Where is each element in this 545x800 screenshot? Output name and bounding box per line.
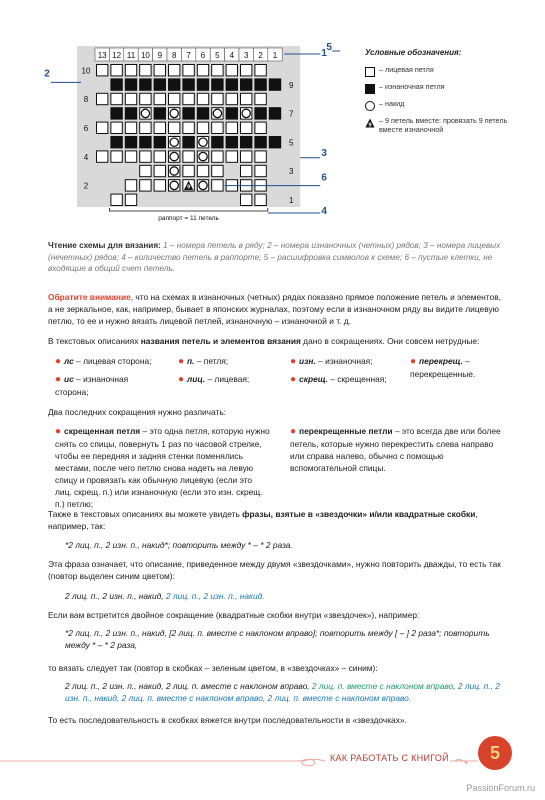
- definition-cabled-stitches: ● перекрещенные петли – это всегда две или более петель, которые нужно перекрестить слева направо или справа налево, обычно с помощью вспомогательной спицы.: [290, 426, 501, 474]
- knit-cell: [125, 122, 136, 133]
- purl-cell: [241, 137, 252, 148]
- triangle-9-icon: [365, 118, 375, 128]
- def-term: скрещенная петля: [64, 426, 141, 436]
- abbr-item: ● лс – лицевая сторона;: [55, 356, 152, 367]
- knit-cell: [97, 65, 108, 76]
- knit-cell: [212, 122, 223, 133]
- example-4-plain: 2 лиц. п., 2 изн. п., накид, 2 лиц. п. вместе с наклоном вправо,: [65, 681, 312, 691]
- abbr-intro: [48, 336, 503, 348]
- attention-paragraph: [48, 292, 503, 328]
- col-number: 13: [97, 51, 107, 60]
- purl-cell: [226, 79, 237, 90]
- knit-cell: [197, 165, 208, 176]
- purl-cell: [255, 79, 266, 90]
- explain-paragraph-3: то вязать следует так (повтор в скобках – зеленым цветом, в «звездочках» – синим):: [48, 663, 378, 673]
- knit-cell: [154, 151, 165, 162]
- abbr-item: ● ис – изнаночная сторона;: [55, 374, 129, 398]
- knitting-chart-svg: [44, 28, 350, 228]
- row-number-left: 2: [83, 181, 89, 191]
- p4-post: , например, так:: [48, 509, 478, 531]
- knit-cell: [154, 165, 165, 176]
- knitting-chart: [44, 28, 350, 228]
- chart-caption: [48, 240, 503, 275]
- def-text: – это всегда две или более петель, которые нужно перекрестить слева направо или справа налево, обычно с помощью вспомогательной спицы.: [290, 426, 501, 474]
- example-3: *2 лиц. п., 2 изн. п., накид, [2 лиц. п. вместе с наклоном вправо]; повторить между [ – ] 2 раза*; повторить между * – * 2 раза,: [65, 628, 490, 650]
- abbr-item: ● п. – петля;: [178, 356, 229, 367]
- knit-cell: [255, 165, 266, 176]
- abbr-text: – перекрещенные.: [410, 356, 476, 380]
- abbr-term: ис: [64, 374, 74, 384]
- row-number-left: 6: [83, 123, 89, 133]
- knit-cell: [97, 93, 108, 104]
- callout-number: 2: [44, 68, 50, 80]
- purl-cell: [241, 79, 252, 90]
- col-number: 12: [112, 51, 122, 60]
- footer-decoration: [0, 755, 545, 775]
- purl-cell: [255, 108, 266, 119]
- knit-cell: [169, 93, 180, 104]
- knit-cell: [154, 65, 165, 76]
- knit-cell: [255, 93, 266, 104]
- explain-paragraph-1: Эта фраза означает, что описание, приведенное между двумя «звездочками», нужно повторить дважды, то есть так (повтор выделен синим цветом):: [48, 559, 501, 581]
- knit-cell: [97, 151, 108, 162]
- purl-cell: [212, 79, 223, 90]
- callout-number: 3: [321, 147, 327, 159]
- knit-cell: [241, 194, 252, 205]
- abbr-term: перекрещ.: [419, 356, 463, 366]
- example-4-green: 2 лиц. п. вместе с наклоном вправо: [311, 681, 454, 691]
- knit-cell: [212, 65, 223, 76]
- knit-cell: [212, 180, 223, 191]
- row-number-right: 7: [288, 109, 294, 119]
- def-term: перекрещенные петли: [299, 426, 393, 436]
- knit-cell: [140, 151, 151, 162]
- knit-cell: [183, 165, 194, 176]
- legend-item-purl: [365, 83, 515, 94]
- purl-cell: [111, 108, 122, 119]
- knit-cell: [111, 194, 122, 205]
- knit-cell: [154, 122, 165, 133]
- knit-cell: [226, 122, 237, 133]
- purl-cell: [212, 137, 223, 148]
- callout-number: 4: [321, 206, 327, 217]
- attention-lead: Обратите внимание: [48, 292, 131, 302]
- knit-cell: [140, 180, 151, 191]
- knit-cell: [212, 165, 223, 176]
- knit-cell: [197, 122, 208, 133]
- page-number: 5: [478, 736, 512, 770]
- row-number-right: 3: [288, 167, 294, 177]
- watermark: PassionForum.ru: [466, 783, 535, 793]
- example-4: [65, 681, 505, 705]
- legend-item-nine-together: [365, 117, 515, 134]
- purl-cell: [197, 108, 208, 119]
- example-4-blue: 2 лиц. п., 2 изн. п., накид, 2 лиц. п. вместе с наклоном вправо, 2 лиц. п. вместе с наклоном вправо.: [65, 681, 500, 703]
- abbr-item: ● перекрещ. – перекрещенные.: [410, 356, 476, 380]
- col-number: 3: [243, 51, 249, 60]
- abbr-item: ● лиц. – лицевая;: [178, 374, 250, 385]
- abbr-intro-bold: названия петель и элементов вязания: [140, 336, 301, 346]
- repeat-label: раппорт = 11 петель: [158, 215, 219, 222]
- knit-cell: [125, 180, 136, 191]
- repeat-bracket: [109, 208, 267, 211]
- knit-cell: [183, 65, 194, 76]
- purl-cell: [154, 137, 165, 148]
- p4-pre: Также в текстовых описаниях вы можете увидеть: [48, 509, 243, 519]
- knit-cell: [183, 93, 194, 104]
- purl-cell: [226, 137, 237, 148]
- example-2: [65, 591, 505, 603]
- col-number: 2: [258, 51, 263, 60]
- explain-paragraph-2: Если вам встретится двойное сокращение (квадратные скобки внутри «звездочек»), например:: [48, 610, 420, 620]
- knit-cell: [169, 65, 180, 76]
- purl-cell: [183, 108, 194, 119]
- knit-cell: [241, 165, 252, 176]
- knit-cell: [212, 151, 223, 162]
- attention-text: , что на схемах в изнаночных (четных) рядах показано прямое положение петель и элементов, а не зеркальное, как, например, бывает в японских журналах, поэтому если в изнаночном ряду вы видите лицевую петлю, то ее и нужно вязать лицевой петлей, изнаночную – изнаночной и т. д.: [48, 292, 501, 326]
- purl-cell: [269, 137, 280, 148]
- knit-cell: [255, 65, 266, 76]
- col-number: 11: [126, 51, 136, 60]
- knit-cell: [154, 93, 165, 104]
- purl-cell: [269, 79, 280, 90]
- knit-cell: [212, 93, 223, 104]
- legend-title: Условные обозначения:: [365, 48, 462, 57]
- filled-square-icon: [365, 84, 375, 94]
- section-title: КАК РАБОТАТЬ С КНИГОЙ: [330, 753, 449, 763]
- abbr-item: ● скрещ. – скрещенная;: [290, 374, 387, 385]
- caption-text: 1 – номера петель в ряду; 2 – номера изнаночных (четных) рядов; 3 – номера лицевых (нечетных) рядов; 4 – количество петель в раппорте; 5 – расшифровка символов к схеме; 6 – пустые клетки, не входящие в общий счет петель.: [48, 241, 501, 274]
- purl-cell: [125, 108, 136, 119]
- distinguish-paragraph: Два последних сокращения нужно различать:: [48, 407, 227, 417]
- caption-lead: Чтение схемы для вязания:: [48, 241, 161, 250]
- purl-cell: [255, 137, 266, 148]
- legend-item-knit: [365, 66, 515, 77]
- purl-cell: [269, 108, 280, 119]
- abbr-text: – скрещенная;: [327, 374, 387, 384]
- row-number-left: 8: [83, 95, 89, 105]
- abbr-text: – петля;: [194, 356, 229, 366]
- legend-label: – изнаночная петля: [379, 82, 445, 92]
- abbr-term: скрещ.: [299, 374, 328, 384]
- knit-cell: [169, 122, 180, 133]
- legend-label: – накид: [379, 99, 405, 109]
- legend-label: – лицевая петля: [379, 65, 434, 75]
- purl-cell: [111, 137, 122, 148]
- knit-cell: [154, 180, 165, 191]
- knit-cell: [255, 151, 266, 162]
- purl-cell: [140, 79, 151, 90]
- abbr-text: – лицевая сторона;: [73, 356, 152, 366]
- abbr-term: изн.: [299, 356, 316, 366]
- knit-cell: [255, 122, 266, 133]
- col-number: 6: [200, 51, 206, 60]
- purl-cell: [140, 137, 151, 148]
- knit-cell: [226, 151, 237, 162]
- purl-cell: [154, 79, 165, 90]
- legend-item-yarnover: [365, 100, 515, 111]
- purl-cell: [125, 79, 136, 90]
- phrases-paragraph: [48, 509, 503, 533]
- definition-crossed-stitch: ● скрещенная петля – это одна петля, которую нужно снять со спицы, повернуть 1 раз по часовой стрелке, чтобы ее передняя и задняя стенки поменялись местами, после чего петлю снова надеть на левую спицу и провязать как обычную лицевую (если это лиц. скрещ. п.) или изнаночную (если это изн. скрещ. п.) петлю;: [55, 426, 270, 509]
- col-number: 5: [215, 51, 220, 60]
- example-2-blue: 2 лиц. п., 2 изн. п., накид.: [165, 591, 265, 601]
- row-number-left: 4: [83, 152, 89, 162]
- knit-cell: [255, 194, 266, 205]
- knit-cell: [111, 122, 122, 133]
- col-number: 4: [229, 51, 235, 60]
- row-number-right: 5: [288, 138, 294, 148]
- abbr-intro-post: дано в сокращениях. Они совсем нетрудные:: [300, 336, 480, 346]
- circle-icon: [365, 101, 375, 111]
- abbr-text: – изнаночная;: [315, 356, 373, 366]
- col-number: 10: [140, 51, 150, 60]
- purl-cell: [111, 79, 122, 90]
- knit-cell: [241, 122, 252, 133]
- knit-cell: [125, 93, 136, 104]
- knit-cell: [140, 93, 151, 104]
- purl-cell: [183, 79, 194, 90]
- abbr-item: ● изн. – изнаночная;: [290, 356, 373, 367]
- purl-cell: [197, 79, 208, 90]
- knit-cell: [241, 93, 252, 104]
- abbr-term: лиц.: [187, 374, 206, 384]
- knit-cell: [125, 194, 136, 205]
- knit-cell: [183, 122, 194, 133]
- nine-together-label: 9: [187, 184, 191, 191]
- abbr-text: – изнаночная сторона;: [55, 374, 129, 398]
- callout-number: 5: [326, 42, 332, 53]
- knit-cell: [140, 122, 151, 133]
- knit-cell: [140, 165, 151, 176]
- row-number-right: 9: [288, 80, 294, 90]
- purl-cell: [125, 137, 136, 148]
- col-number: 8: [171, 51, 177, 60]
- knit-cell: [226, 65, 237, 76]
- col-number: 1: [272, 51, 278, 60]
- summary-paragraph: То есть последовательность в скобках вяжется внутри последовательности в «звездочках».: [48, 715, 407, 725]
- knit-cell: [226, 93, 237, 104]
- legend-label: – 9 петель вместе: провязать 9 петель вместе изнаночной: [379, 116, 508, 134]
- callout-number: 1: [321, 48, 327, 59]
- example-1: *2 лиц. п., 2 изн. п., накид*; повторить между * – * 2 раза.: [65, 540, 293, 550]
- callout-number: 6: [321, 172, 327, 184]
- svg-text:9: 9: [368, 122, 372, 129]
- knit-cell: [111, 93, 122, 104]
- abbr-term: п.: [187, 356, 195, 366]
- abbr-intro-pre: В текстовых описаниях: [48, 336, 141, 346]
- row-number-right: 1: [288, 195, 294, 205]
- knit-cell: [111, 65, 122, 76]
- knit-cell: [111, 151, 122, 162]
- knit-cell: [241, 65, 252, 76]
- abbr-text: – лицевая;: [205, 374, 250, 384]
- knit-cell: [97, 122, 108, 133]
- knit-cell: [241, 151, 252, 162]
- knit-cell: [140, 65, 151, 76]
- p4-bold: фразы, взятые в «звездочки» и/или квадратные скобки: [242, 509, 476, 519]
- legend: [365, 47, 515, 141]
- knit-cell: [125, 151, 136, 162]
- purl-cell: [226, 108, 237, 119]
- def-text: – это одна петля, которую нужно снять со спицы, повернуть 1 раз по часовой стрелке, чтобы ее передняя и задняя стенки поменялись местами, после чего петлю снова надеть на левую спицу и провязать как обычную лицевую (если это лиц. скрещ. п.) или изнаночную (если это изн. скрещ. п.) петлю;: [55, 426, 270, 509]
- purl-cell: [169, 79, 180, 90]
- col-number: 7: [186, 51, 191, 60]
- row-number-left: 10: [81, 66, 91, 76]
- example-4-sep: ,: [453, 681, 458, 691]
- knit-cell: [183, 151, 194, 162]
- purl-cell: [154, 108, 165, 119]
- col-number: 9: [157, 51, 163, 60]
- empty-square-icon: [365, 67, 375, 77]
- knit-cell: [125, 65, 136, 76]
- knit-cell: [197, 93, 208, 104]
- purl-cell: [183, 137, 194, 148]
- example-2-plain: 2 лиц. п., 2 изн. п., накид,: [65, 591, 166, 601]
- abbr-term: лс: [64, 356, 74, 366]
- knit-cell: [197, 65, 208, 76]
